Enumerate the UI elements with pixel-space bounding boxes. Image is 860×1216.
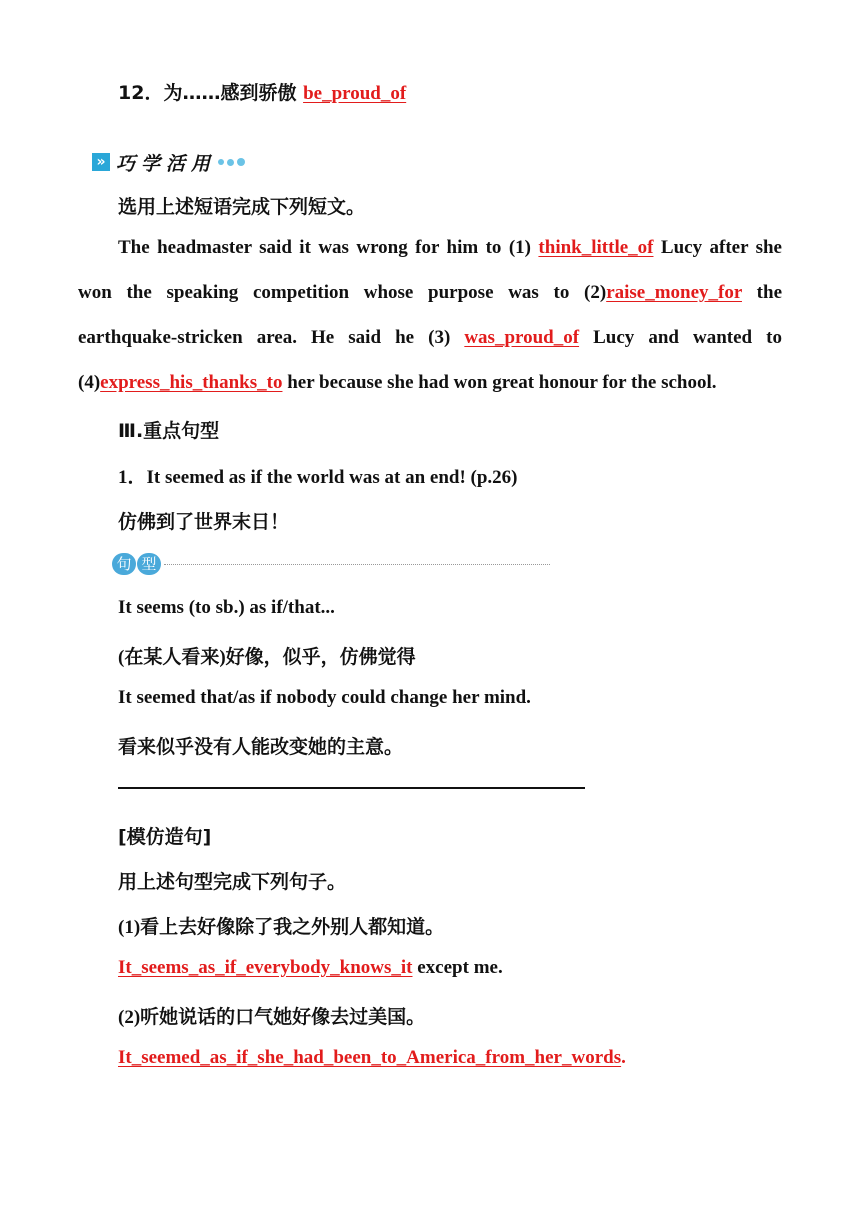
answer-1 — [118, 957, 503, 979]
sentence-1-english: 1．It seemed as if the world was at an end! (p.26) — [118, 467, 518, 488]
answer-2-tail: . — [621, 1047, 626, 1068]
passage — [78, 225, 782, 405]
imitate-instruction: 用上述句型完成下列句子。 — [118, 871, 347, 893]
passage-text-2: Lucy after she won the speaking competition whose purpose was to (2) — [78, 237, 782, 303]
passage-answer-2: raise_money_for — [606, 282, 742, 303]
answer-2-text: It_seemed_as_if_she_had_been_to_America_from_her_words — [118, 1047, 622, 1068]
pattern-badge-char-2: 型 — [137, 553, 161, 575]
answer-1-tail: except me. — [412, 957, 503, 978]
question-2: (2)听她说话的口气她好像去过美国。 — [118, 1007, 426, 1028]
pattern-badge — [112, 553, 162, 575]
imitate-heading: [模仿造句] — [118, 826, 212, 848]
instruction-1: 选用上述短语完成下列短文。 — [118, 196, 366, 218]
answer-1-text: It_seems_as_if_everybody_knows_it — [118, 957, 413, 978]
dots-decoration-icon — [218, 158, 248, 166]
sentence-1-chinese: 仿佛到了世界末日！ — [118, 511, 290, 533]
section-banner — [92, 150, 248, 174]
item-12-answer: be_proud_of — [303, 83, 407, 104]
passage-text-3: the earthquake-stricken area. He said he (3) — [78, 282, 783, 348]
dotted-divider — [164, 564, 550, 565]
banner-title: 巧学活用 — [116, 152, 217, 175]
pattern-formula: It seems (to sb.) as if/that... — [118, 597, 335, 618]
double-arrow-icon: » — [92, 153, 110, 171]
passage-answer-4: express_his_thanks_to — [100, 372, 283, 393]
item-12-prompt: 12．为……感到骄傲 — [118, 82, 304, 104]
section-3-heading: Ⅲ.重点句型 — [118, 420, 220, 442]
passage-text-4: Lucy and wanted to (4) — [78, 327, 782, 393]
item-12 — [118, 78, 406, 105]
pattern-badge-char-1: 句 — [112, 553, 136, 575]
pattern-example-english: It seemed that/as if nobody could change her mind. — [118, 687, 531, 708]
pattern-example-chinese: 看来似乎没有人能改变她的主意。 — [118, 737, 404, 758]
pattern-meaning: (在某人看来)好像，似乎，仿佛觉得 — [118, 647, 416, 668]
passage-answer-3: was_proud_of — [464, 327, 580, 348]
question-1: (1)看上去好像除了我之外别人都知道。 — [118, 917, 445, 938]
passage-answer-1: think_little_of — [538, 237, 654, 258]
horizontal-rule — [118, 787, 585, 789]
passage-text-1: The headmaster said it was wrong for him to (1) — [118, 237, 539, 258]
passage-text-5: her because she had won great honour for the school. — [282, 372, 717, 393]
answer-2 — [118, 1047, 626, 1069]
